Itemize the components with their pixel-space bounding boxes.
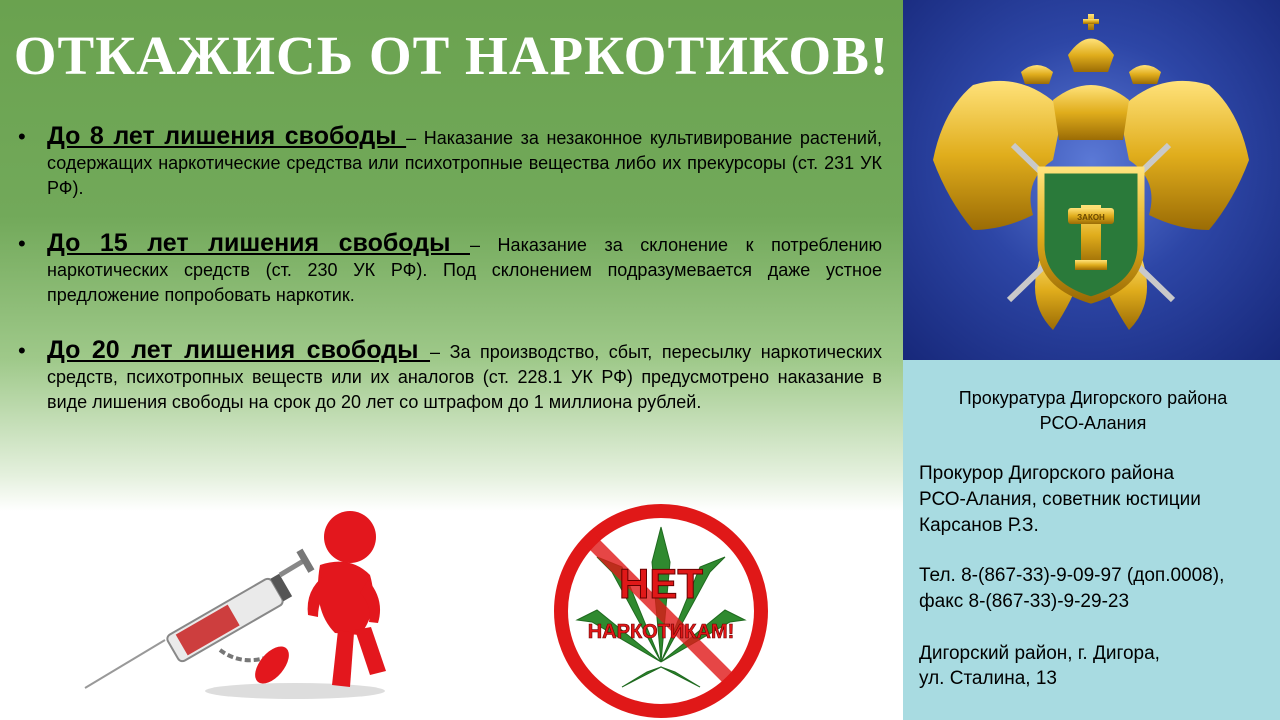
penalty-list [18, 124, 882, 445]
sign-text-no: НЕТ [619, 560, 703, 607]
no-drugs-sign [552, 502, 770, 720]
shield-text: ЗАКОН [1077, 213, 1105, 222]
prosecutor-name: Карсанов Р.З. [919, 515, 1039, 536]
penalty-text: – Наказание за незаконное культивирование растений, содержащих наркотические средства или психотропные вещества либо их прекурсоры (ст. 231 УК РФ). [47, 128, 882, 198]
penalty-heading: До 15 лет лишения свободы [47, 229, 470, 257]
bullet-icon: • [18, 338, 26, 363]
list-item [18, 338, 882, 415]
prosecutor-line-2: РСО-Алания, советник юстиции [919, 489, 1201, 510]
org-line-1: Прокуратура Дигорского района [958, 388, 1228, 408]
penalty-text: – За производство, сбыт, пересылку наркотических средств, психотропных веществ или их аналогов (ст. 228.1 УК РФ) предусмотрено наказание в виде лишения свободы на срок до 20 лет со штрафом до 1 миллиона рублей. [47, 342, 883, 412]
shadow [205, 683, 385, 699]
bullet-icon: • [18, 124, 26, 149]
fax-number: факс 8-(867-33)-9-29-23 [919, 591, 1130, 612]
crown-icon [1021, 14, 1161, 84]
penalty-text: – Наказание за склонение к потреблению наркотических средств (ст. 230 УК РФ). Под склонением подразумевается даже устное предложение попробовать наркотик. [47, 235, 883, 305]
bullet-icon: • [18, 231, 26, 256]
shield-icon [1041, 170, 1141, 300]
org-line-2: РСО-Алания [1039, 413, 1147, 433]
list-item [18, 124, 882, 201]
chain [220, 650, 265, 660]
prosecutor-line-1: Прокурор Дигорского района [919, 463, 1175, 484]
address-line-1: Дигорский район, г. Дигора, [919, 643, 1160, 664]
emblem-panel [903, 0, 1280, 360]
page-title: ОТКАЖИСЬ ОТ НАРКОТИКОВ! [13, 25, 890, 86]
phone-number: Тел. 8-(867-33)-9-09-97 (доп.0008), [919, 565, 1225, 586]
list-item [18, 231, 882, 308]
address-line-2: ул. Сталина, 13 [919, 668, 1057, 689]
penalty-heading: До 20 лет лишения свободы [47, 336, 431, 364]
penalty-heading: До 8 лет лишения свободы [47, 122, 407, 150]
syringe-figure-illustration [80, 505, 420, 705]
prosecutor-emblem-icon [903, 0, 1280, 360]
contact-panel [903, 360, 1280, 720]
organization-name [923, 386, 1263, 436]
sign-text-drugs: НАРКОТИКАМ! [587, 621, 735, 643]
